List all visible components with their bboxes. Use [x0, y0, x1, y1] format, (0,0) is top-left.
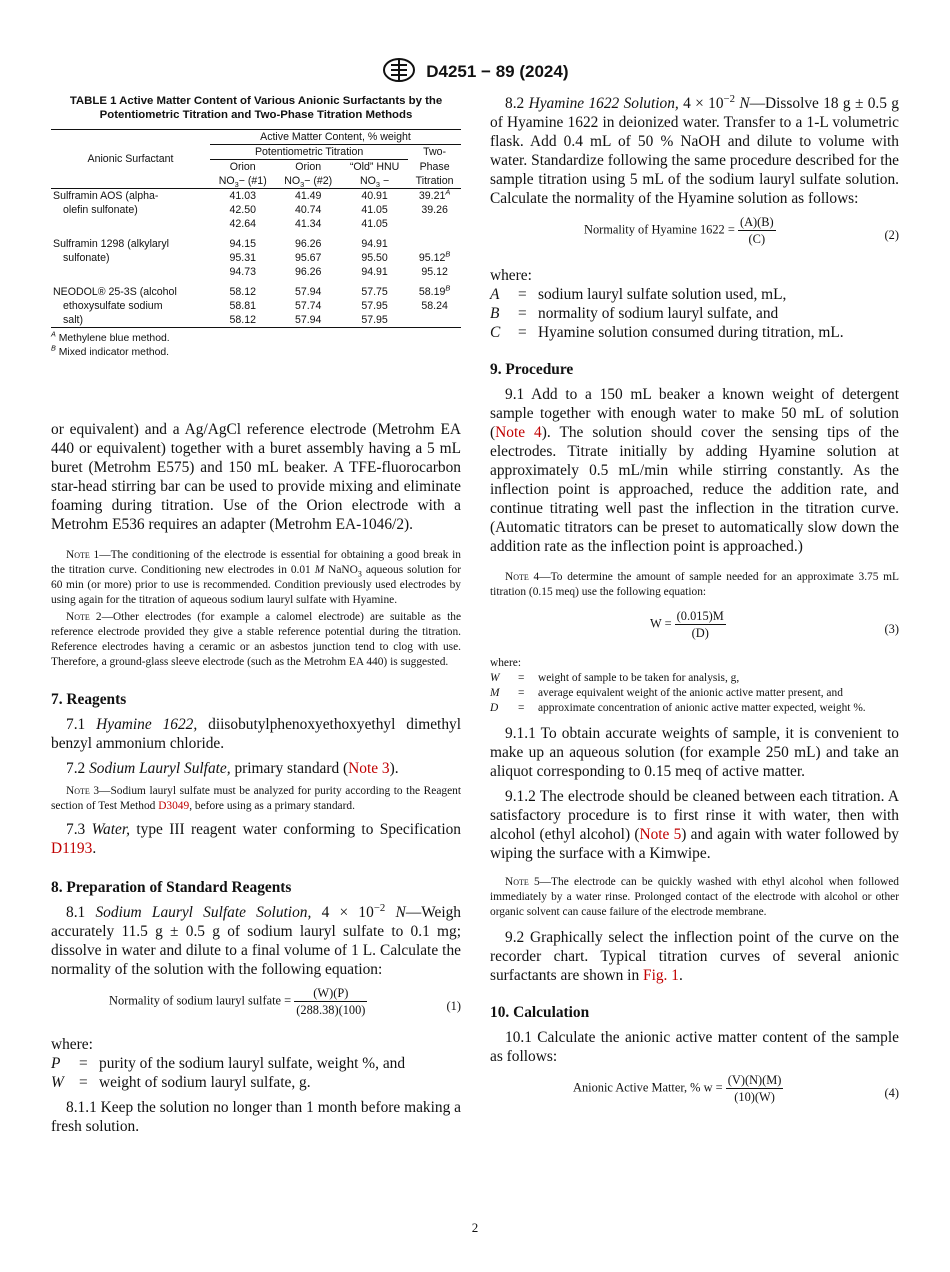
astm-logo-icon — [382, 57, 416, 88]
list-item: A = sodium lauryl sulfate solution used, mL, — [490, 286, 787, 303]
note-3: Note 3—Sodium lauryl sulfate must be analyzed for purity according to the Reagent section of Test Method D3049, before using as a primary standard. — [51, 785, 461, 812]
paragraph-9-2: 9.2 Graphically select the inflection point of the curve on the recorder chart. Typical titration curves of several anionic surfactants are shown in Fig. 1. — [490, 929, 899, 984]
table-footnote-b: $^B$ Mixed indicator method. — [51, 343, 170, 358]
right-column — [490, 94, 899, 1112]
page-header — [0, 57, 950, 88]
variables-list-3 — [490, 671, 899, 716]
list-item: C = Hyamine solution consumed during titration, mL. — [490, 324, 844, 341]
list-item: D = approximate concentration of anionic active matter expected, weight %. — [490, 702, 866, 714]
equation-1: Normality of sodium lauryl sulfate = $\frac{(W)(P)}{(288.38)(100)}$ (1) — [109, 986, 461, 1017]
table-header-orion1: Orion $NO_3-$ (#1) — [218, 161, 267, 190]
table-header-potentiometric: Potentiometric Titration — [210, 145, 408, 160]
list-item: B = normality of sodium lauryl sulfate, and — [490, 305, 779, 322]
section-8-heading: 8. Preparation of Standard Reagents — [51, 879, 292, 896]
d1193-link[interactable]: D1193 — [51, 840, 93, 857]
list-item: M = average equivalent weight of the anionic active matter present, and — [490, 687, 843, 699]
equation-3: W = $\frac{(0.015)M}{(D)}$ (3) — [650, 609, 899, 640]
equation-2: Normality of Hyamine 1622 = $\frac{(A)(B)}{(C)}$ (2) — [584, 215, 899, 246]
note-4-link[interactable]: Note 4 — [495, 424, 542, 441]
table-row: Sulframin 1298 (alkylaryl sulfonate) 94.15 95.31 94.73 96.26 95.67 96.26 94.91 95.50 94.91 $95.12^B$ 95.12 — [53, 238, 451, 278]
page-number: 2 — [471, 1220, 479, 1235]
table-header-orion2: Orion $NO_3-$ (#2) — [284, 161, 333, 190]
table-header-hnu: “Old” HNU $NO_3$ − — [349, 161, 400, 190]
table-row: Sulframin AOS (alpha- olefin sulfonate) 41.03 42.50 42.64 41.49 40.74 41.34 40.91 41.05 41.05 $39.21^A$ 39.26 — [53, 187, 451, 230]
note-5-link[interactable]: Note 5 — [639, 826, 682, 843]
fig-1-link[interactable]: Fig. 1 — [643, 967, 679, 984]
section-7-heading: 7. Reagents — [51, 691, 127, 708]
table-header-surfactant: Anionic Surfactant — [51, 130, 210, 189]
paragraph-8-2: 8.2 Hyamine 1622 Solution, $4 \times 10^{-2}$ N—Dissolve 18 g ± 0.5 g of Hyamine 1622 in deionized water. Transfer to a 1-L volumetric flask. Add 0.4 mL of 50 % NaOH and dilute to volume with water. Standardize following the same procedure described for the sample titration using 5 mL of the sodium lauryl sulfate solution. Calculate the normality of the Hyamine solution as follows: — [490, 92, 900, 207]
paragraph-9-1-2: 9.1.2 The electrode should be cleaned between each titration. A satisfactory procedure is to first rinse it with water, then with alcohol (ethyl alcohol) (Note 5) and again with water followed by wiping the surface with a Kimwipe. — [490, 788, 899, 862]
left-column — [51, 94, 461, 360]
note-5: Note 5—The electrode can be quickly washed with ethyl alcohol when followed immediately by a water rinse. Prolonged contact of the electrode with alcohol or other organic solvent can cause failure of the electrode membrane. — [490, 876, 899, 918]
table-row: NEODOL® 25-3S (alcohol ethoxysulfate sodium salt) 58.12 58.81 58.12 57.94 57.74 57.94 57.75 57.95 57.95 $58.19^B$ 58.24 — [51, 279, 461, 328]
where-label-3: where: — [490, 657, 521, 669]
paragraph-8-1: 8.1 Sodium Lauryl Sulfate Solution, $4 \times 10^{-2}$ N—Weigh accurately 11.5 g ± 0.5 g of sodium lauryl sulfate to 0.1 mg; dissolve in water and dilute to a final volume of 1 L. Calculate the normality of the solution with the following equation: — [51, 901, 461, 978]
where-label-2: where: — [490, 267, 532, 284]
left-body — [51, 420, 461, 1142]
paragraph-7-2: 7.2 Sodium Lauryl Sulfate, primary standard (Note 3). — [66, 760, 399, 777]
table-header-two-a: Two- — [423, 146, 447, 158]
d3049-link[interactable]: D3049 — [158, 800, 190, 812]
table-header-group: Active Matter Content, % weight — [210, 130, 461, 145]
table-caption: TABLE 1 Active Matter Content of Various Anionic Surfactants by the Potentiometric Titration and Two-Phase Titration Methods — [69, 95, 443, 121]
list-item: W = weight of sample to be taken for analysis, g, — [490, 672, 740, 684]
note-2: Note 2—Other electrodes (for example a calomel electrode) are suitable as the reference electrode provided they give a stable reference potential during the titration. Reference electrodes having a ceramic or an asbestos junction tend to clog with use. Therefore, a ground-glass sleeve electrode (such as the Metrohm EA 440) is suggested. — [51, 611, 461, 668]
table-header-two: Phase Titration — [415, 160, 454, 187]
table-footnote-a: $^A$ Methylene blue method. — [51, 329, 170, 344]
paragraph-9-1: 9.1 Add to a 150 mL beaker a known weight of detergent sample together with enough water to make 50 mL of solution (Note 4). The solution should cover the sensing tips of the electrodes. Titrate initially by adding Hyamine solution at approximately 0.5 mL/min while stirring constantly. As the inflection point is approached, reduce the addition rate, and continue titrating well past the inflection in the titration curve. (Automatic titrators can be preset to automatically slow down the addition rate as the inflection point is approached.) — [490, 386, 899, 555]
paragraph-9-1-1: 9.1.1 To obtain accurate weights of sample, it is convenient to make up an aqueous solution (for example 250 mL) and take an aliquot corresponding to 0.15 meq of active matter. — [490, 725, 899, 780]
note-4: Note 4—To determine the amount of sample needed for an approximate 3.75 mL titration (0.15 meq) use the following equation: — [490, 571, 899, 598]
standard-designation: D4251 − 89 (2024) — [426, 61, 569, 81]
section-10-heading: 10. Calculation — [490, 1004, 590, 1021]
where-label-1: where: — [51, 1036, 93, 1053]
note-3-link[interactable]: Note 3 — [348, 760, 390, 777]
note-1: Note 1—The conditioning of the electrode is essential for obtaining a good break in the titration curve. Conditioning new electrodes in 0.01 M NaNO$_3$ aqueous solution for 60 min (or more) prior to use is recommended. Condition previously used electrodes by using again for the titration of aqueous sodium lauryl sulfate with Hyamine. — [51, 549, 462, 606]
paragraph-8-1-1: 8.1.1 Keep the solution no longer than 1 month before making a fresh solution. — [51, 1099, 461, 1135]
paragraph-7-3: 7.3 Water, type III reagent water conforming to Specification D1193. — [51, 821, 461, 857]
paragraph-continuation: or equivalent) and a Ag/AgCl reference electrode (Metrohm EA 440 or equivalent) together with a buret assembly having a 5 mL buret (Metrohm E575) and 150 mL beaker. A TFE-fluorocarbon star-head stirring bar can be used to provide mixing and eliminate foaming during titration. Use of the Orion electrode with a Metrohm E536 requires an adapter (Metrohm EA-1046/2). — [51, 421, 461, 533]
section-9-heading: 9. Procedure — [490, 361, 574, 378]
variables-list-2 — [490, 285, 899, 342]
list-item: W = weight of sodium lauryl sulfate, g. — [51, 1074, 311, 1091]
variables-list-1 — [51, 1054, 461, 1092]
equation-4: Anionic Active Matter, % w = $\frac{(V)(N)(M)}{(10)(W)}$ (4) — [573, 1073, 899, 1104]
table-1 — [51, 129, 461, 328]
paragraph-7-1: 7.1 Hyamine 1622, diisobutylphenoxyethoxyethyl dimethyl benzyl ammonium chloride. — [51, 716, 461, 752]
list-item: P = purity of the sodium lauryl sulfate, weight %, and — [51, 1055, 406, 1072]
paragraph-10-1: 10.1 Calculate the anionic active matter content of the sample as follows: — [490, 1029, 899, 1065]
